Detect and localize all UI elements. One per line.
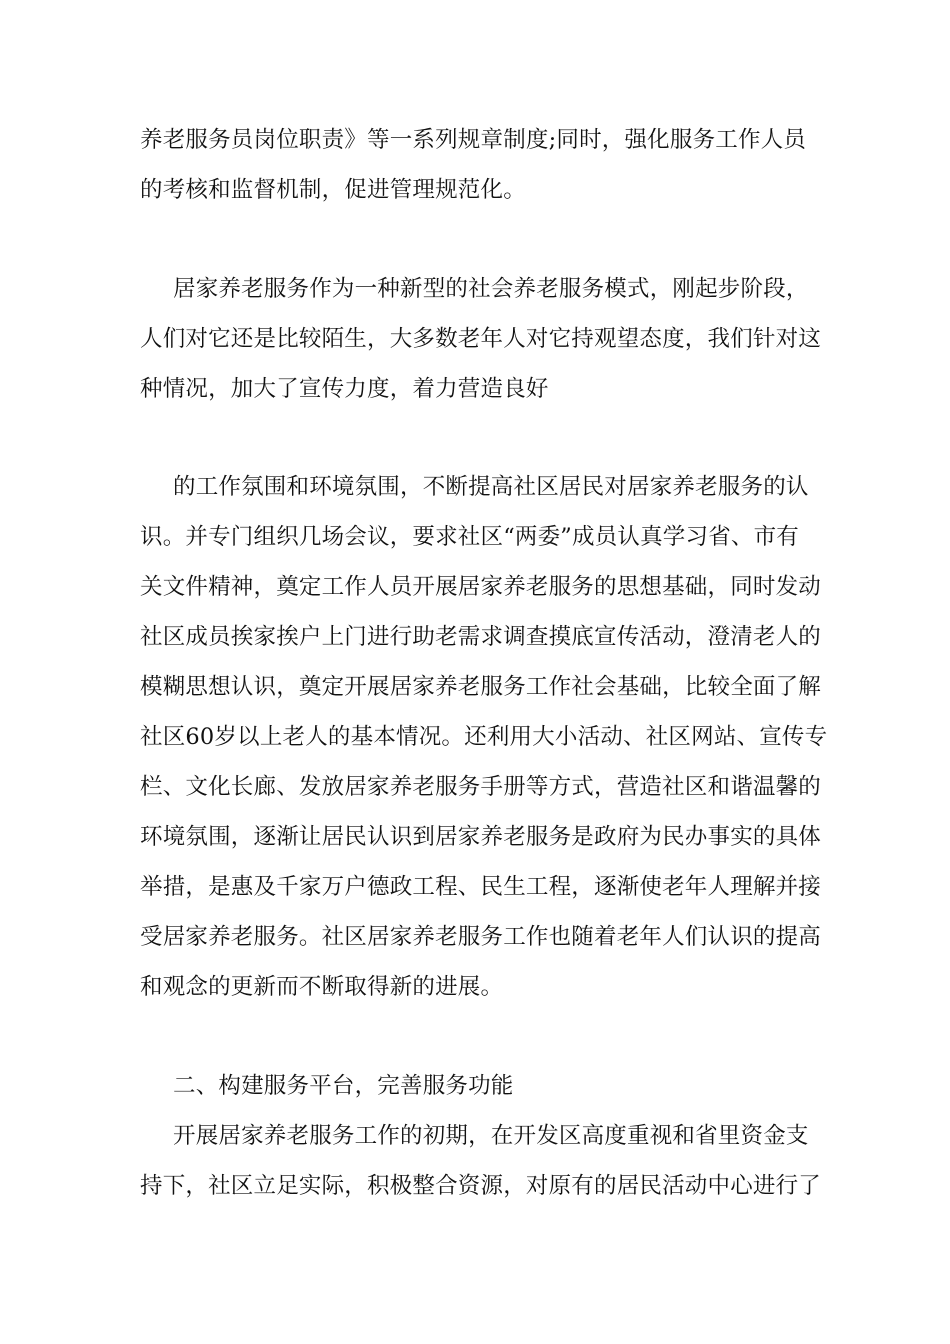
text-line: 人们对它还是比较陌生，大多数老年人对它持观望态度，我们针对这 <box>140 326 822 352</box>
text-line: 关文件精神，奠定工作人员开展居家养老服务的思想基础，同时发动 <box>140 574 822 600</box>
text-line: 模糊思想认识，奠定开展居家养老服务工作社会基础，比较全面了解 <box>140 674 822 700</box>
text-line: 开展居家养老服务工作的初期，在开发区高度重视和省里资金支 <box>173 1123 809 1149</box>
text-line: 养老服务员岗位职责》等一系列规章制度;同时，强化服务工作人员 <box>140 127 807 153</box>
text-line: 的工作氛围和环境氛围，不断提高社区居民对居家养老服务的认 <box>173 474 809 500</box>
text-line: 受居家养老服务。社区居家养老服务工作也随着老年人们认识的提高 <box>140 924 822 950</box>
text-line: 举措，是惠及千家万户德政工程、民生工程，逐渐使老年人理解并接 <box>140 874 822 900</box>
text-line: 社区成员挨家挨户上门进行助老需求调查摸底宣传活动，澄清老人的 <box>140 624 822 650</box>
text-line: 社区60岁以上老人的基本情况。还利用大小活动、社区网站、宣传专 <box>140 724 828 750</box>
text-line: 种情况，加大了宣传力度，着力营造良好 <box>140 376 549 402</box>
text-line: 持下，社区立足实际，积极整合资源，对原有的居民活动中心进行了 <box>140 1173 822 1199</box>
text-line: 居家养老服务作为一种新型的社会养老服务模式，刚起步阶段， <box>173 276 809 302</box>
text-line: 和观念的更新而不断取得新的进展。 <box>140 974 504 1000</box>
section-heading: 二、构建服务平台，完善服务功能 <box>173 1073 514 1099</box>
text-line: 环境氛围，逐渐让居民认识到居家养老服务是政府为民办事实的具体 <box>140 824 822 850</box>
text-line: 识。并专门组织几场会议，要求社区“两委”成员认真学习省、市有 <box>140 524 800 550</box>
text-line: 栏、文化长廊、发放居家养老服务手册等方式，营造社区和谐温馨的 <box>140 774 822 800</box>
text-line: 的考核和监督机制，促进管理规范化。 <box>140 177 526 203</box>
